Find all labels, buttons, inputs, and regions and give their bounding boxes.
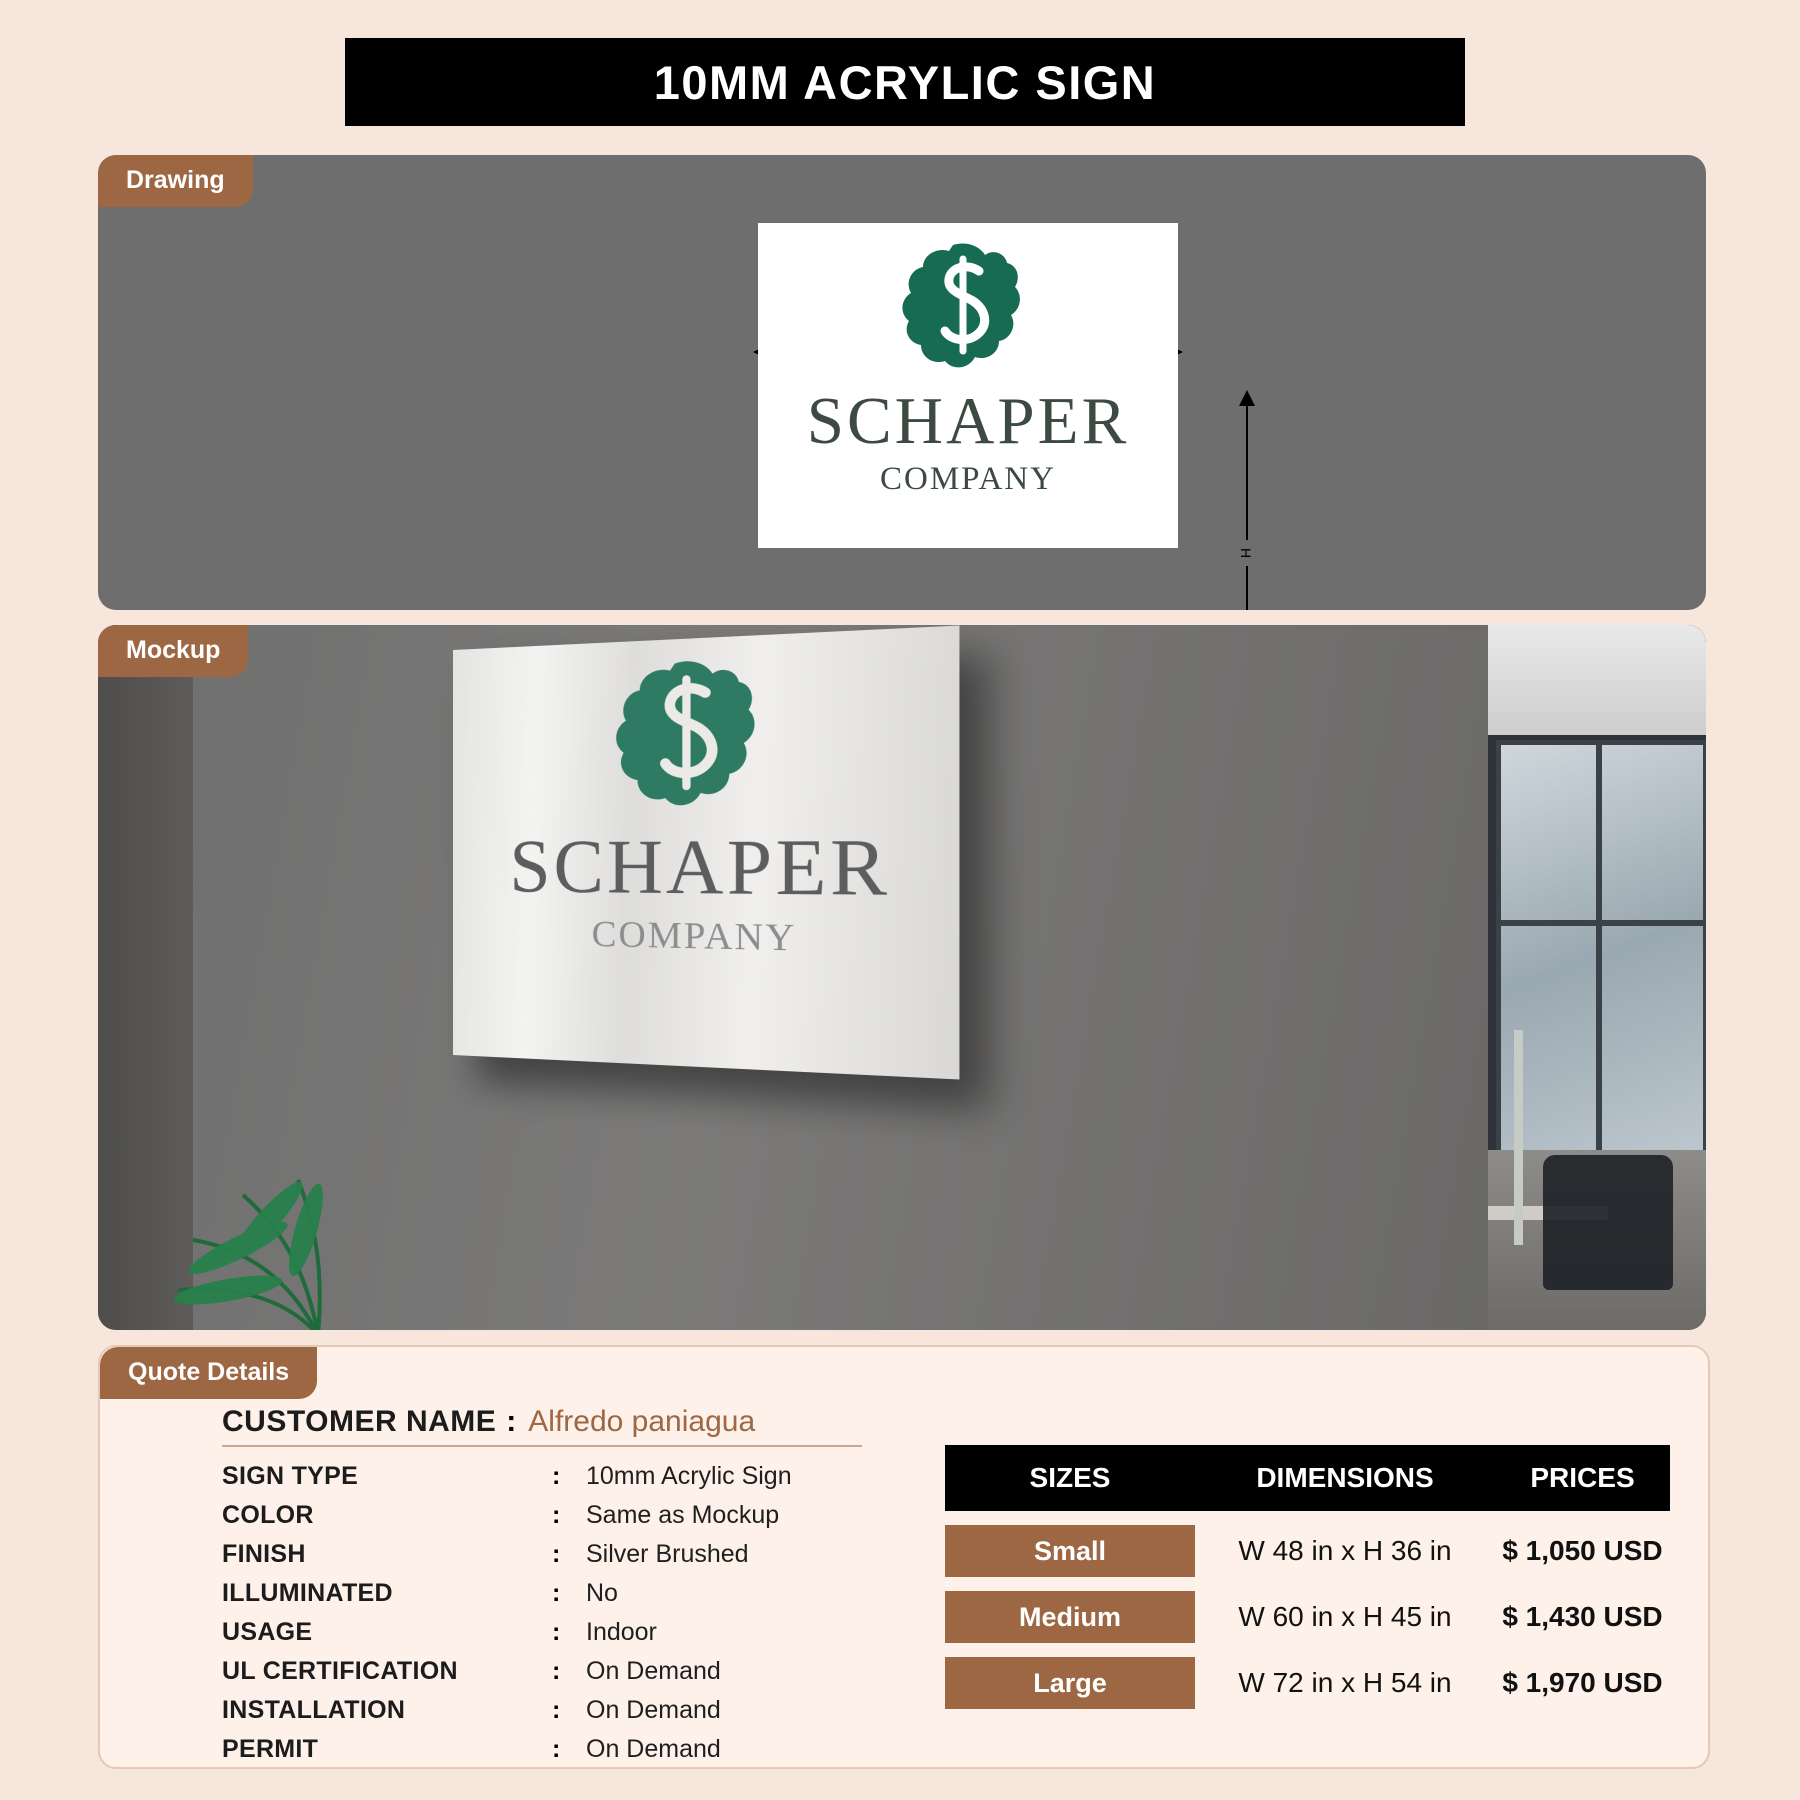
schaper-logo-icon [893,239,1043,384]
mockup-brand-name: SCHAPER [509,823,891,914]
dimensions-large: W 72 in x H 54 in [1238,1667,1452,1698]
mockup-office-chair [1543,1155,1673,1290]
table-row [222,1691,792,1730]
dimensions-medium: W 60 in x H 45 in [1238,1601,1452,1632]
dimensions-small: W 48 in x H 36 in [1238,1535,1452,1566]
column-header-prices: PRICES [1530,1462,1635,1493]
customer-name-label: CUSTOMER NAME [222,1405,497,1438]
drawing-panel-label: Drawing [98,155,253,207]
spec-value: On Demand [586,1657,721,1685]
table-row [945,1657,1670,1709]
spec-value: On Demand [586,1735,721,1763]
page-title-bar [345,38,1465,126]
table-row [222,1496,792,1535]
spec-value: Indoor [586,1618,657,1646]
price-large: $ 1,970 USD [1502,1667,1663,1698]
spec-key: INSTALLATION [222,1696,406,1724]
spec-value: No [586,1579,618,1607]
table-row [222,1652,792,1691]
spec-key: ILLUMINATED [222,1579,393,1607]
spec-key: UL CERTIFICATION [222,1657,458,1685]
mockup-window [1496,740,1706,1170]
column-header-sizes: SIZES [1029,1462,1111,1493]
spec-key: SIGN TYPE [222,1462,359,1490]
mockup-sign-artwork [453,625,959,1079]
spec-colon: : [552,1540,561,1568]
spec-value: Silver Brushed [586,1540,749,1568]
drawing-sign-artwork [758,223,1178,548]
spec-value: Same as Mockup [586,1501,780,1529]
mockup-plant [168,1120,398,1330]
height-dimension-label: H [1238,540,1254,566]
price-small: $ 1,050 USD [1502,1535,1663,1566]
mockup-panel [98,625,1706,1330]
table-row [222,1730,792,1769]
height-arrow-up-icon [1239,390,1255,406]
customer-name-row [222,1405,862,1447]
table-row [222,1574,792,1613]
drawing-panel [98,155,1706,610]
spec-value: 10mm Acrylic Sign [586,1462,792,1490]
spec-colon: : [552,1462,561,1490]
customer-name-colon: : [506,1405,517,1438]
size-badge-large: Large [945,1657,1195,1709]
spec-colon: : [552,1618,561,1646]
quote-details-label: Quote Details [100,1347,317,1399]
pricing-table-header [945,1445,1670,1511]
table-row [945,1591,1670,1643]
spec-table [222,1457,792,1769]
spec-key: COLOR [222,1501,314,1529]
height-dimension-line [1246,395,1248,610]
drawing-brand-name: SCHAPER [806,384,1130,458]
mockup-glass-partition-post [1514,1030,1523,1245]
spec-colon: : [552,1696,561,1724]
size-badge-small: Small [945,1525,1195,1577]
spec-colon: : [552,1579,561,1607]
schaper-logo-icon [605,651,782,825]
table-row [222,1535,792,1574]
table-row [945,1525,1670,1577]
spec-colon: : [552,1501,561,1529]
spec-key: USAGE [222,1618,313,1646]
table-row [222,1457,792,1496]
mockup-ceiling [1488,625,1706,735]
size-badge-medium: Medium [945,1591,1195,1643]
mockup-office-room [1488,625,1706,1330]
pricing-table [945,1445,1670,1709]
quote-specs [122,1405,822,1769]
mockup-brand-sub: COMPANY [591,912,797,960]
table-row [222,1613,792,1652]
drawing-brand-sub: COMPANY [879,461,1056,497]
spec-key: FINISH [222,1540,306,1568]
page-title: 10MM ACRYLIC SIGN [653,55,1157,109]
mockup-panel-label: Mockup [98,625,248,677]
spec-value: On Demand [586,1696,721,1724]
price-medium: $ 1,430 USD [1502,1601,1663,1632]
spec-colon: : [552,1735,561,1763]
spec-key: PERMIT [222,1735,319,1763]
column-header-dimensions: DIMENSIONS [1256,1462,1434,1493]
drawing-stage [98,155,1706,610]
spec-colon: : [552,1657,561,1685]
customer-name-value: Alfredo paniagua [528,1405,756,1438]
quote-details-panel [98,1345,1710,1769]
